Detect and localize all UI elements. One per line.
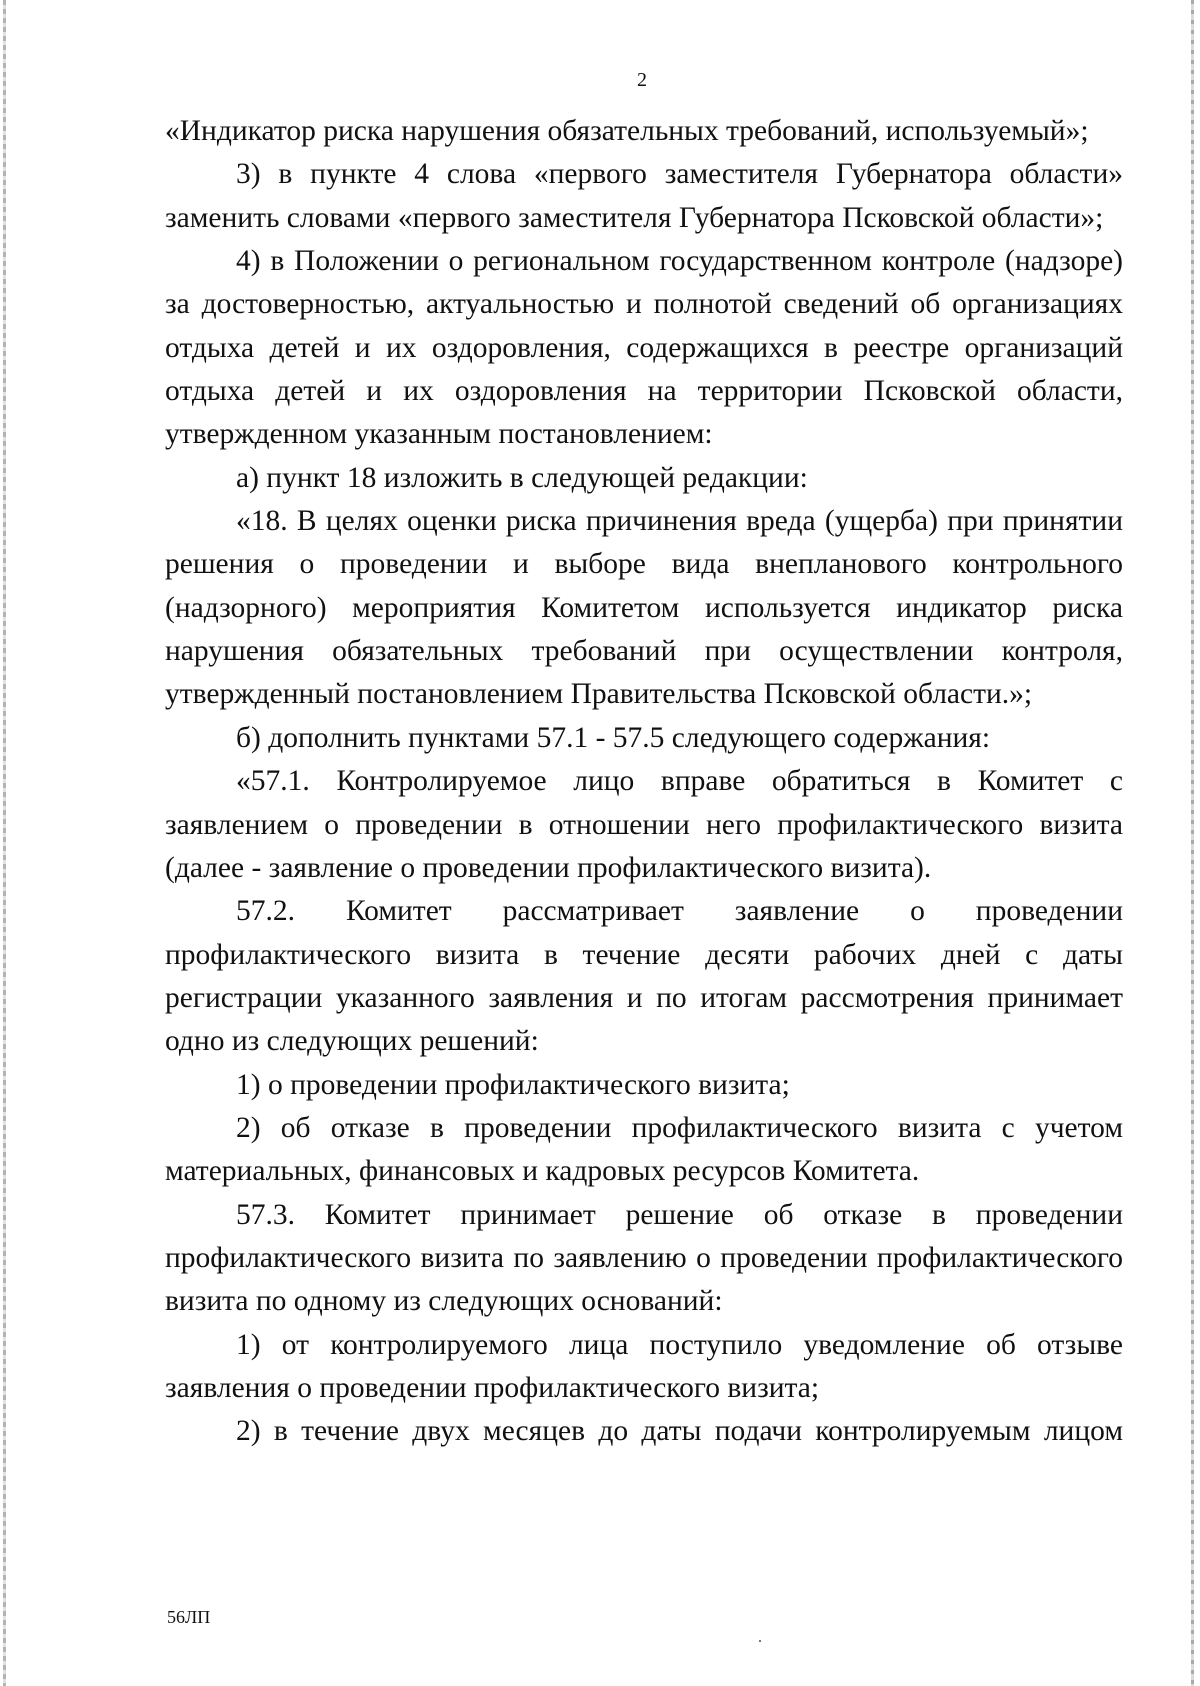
paragraph-decision-1: 1) о проведении профилактического визита;: [236, 1068, 790, 1101]
paragraph-point-57-1: «57.1. Контролируемое лицо вправе обратиться в Комитет с заявлением о проведении в отношении него профилактического визита (далее - заявление о проведении профилактического визита).: [165, 765, 1123, 884]
paragraph-point-18: «18. В целях оценки риска причинения вреда (ущерба) при принятии решения о проведении и выборе вида внепланового контрольного (надзорного) мероприятия Комитетом используется индикатор риска нарушения обязательных требований при осуществлении контроля, утвержденный постановлением Правительства Псковской области.»;: [165, 505, 1123, 711]
paragraph-subitem-b: б) дополнить пунктами 57.1 - 57.5 следующего содержания:: [236, 721, 991, 754]
paragraph-point-57-2: 57.2. Комитет рассматривает заявление о проведении профилактического визита в течение десяти рабочих дней с даты регистрации указанного заявления и по итогам рассмотрения принимает одно из следующих решений:: [165, 895, 1123, 1058]
paragraph-item-4: 4) в Положении о региональном государственном контроле (надзоре) за достоверностью, актуальностью и полнотой сведений об организациях отдыха детей и их оздоровления, содержащихся в реестре организаций отдыха детей и их оздоровления на территории Псковской области, утвержденном указанным постановлением:: [165, 245, 1123, 451]
paragraph-point-57-3: 57.3. Комитет принимает решение об отказе в проведении профилактического визита по заявлению о проведении профилактического визита по одному из следующих оснований:: [165, 1198, 1123, 1318]
document-body: [165, 110, 1123, 1454]
scan-speck: [759, 1640, 761, 1642]
footer-document-code: 56ЛП: [167, 1607, 211, 1627]
paragraph-ground-1: 1) от контролируемого лица поступило уведомление об отзыве заявления о проведении профилактического визита;: [165, 1328, 1123, 1404]
page-number: 2: [637, 69, 647, 91]
paragraph-item-3: 3) в пункте 4 слова «первого заместителя Губернатора области» заменить словами «первого заместителя Губернатора Псковской области»;: [165, 158, 1123, 234]
paragraph-ground-2: 2) в течение двух месяцев до даты подачи контролируемым лицом: [236, 1415, 1123, 1448]
scan-edge-right: [1191, 0, 1194, 1686]
paragraph-decision-2: 2) об отказе в проведении профилактического визита с учетом материальных, финансовых и кадровых ресурсов Комитета.: [165, 1111, 1123, 1188]
paragraph-subitem-a: а) пункт 18 изложить в следующей редакции:: [236, 461, 808, 494]
paragraph-indicator-name: «Индикатор риска нарушения обязательных требований, используемый»;: [165, 115, 1089, 147]
scan-edge-left: [3, 0, 6, 1686]
